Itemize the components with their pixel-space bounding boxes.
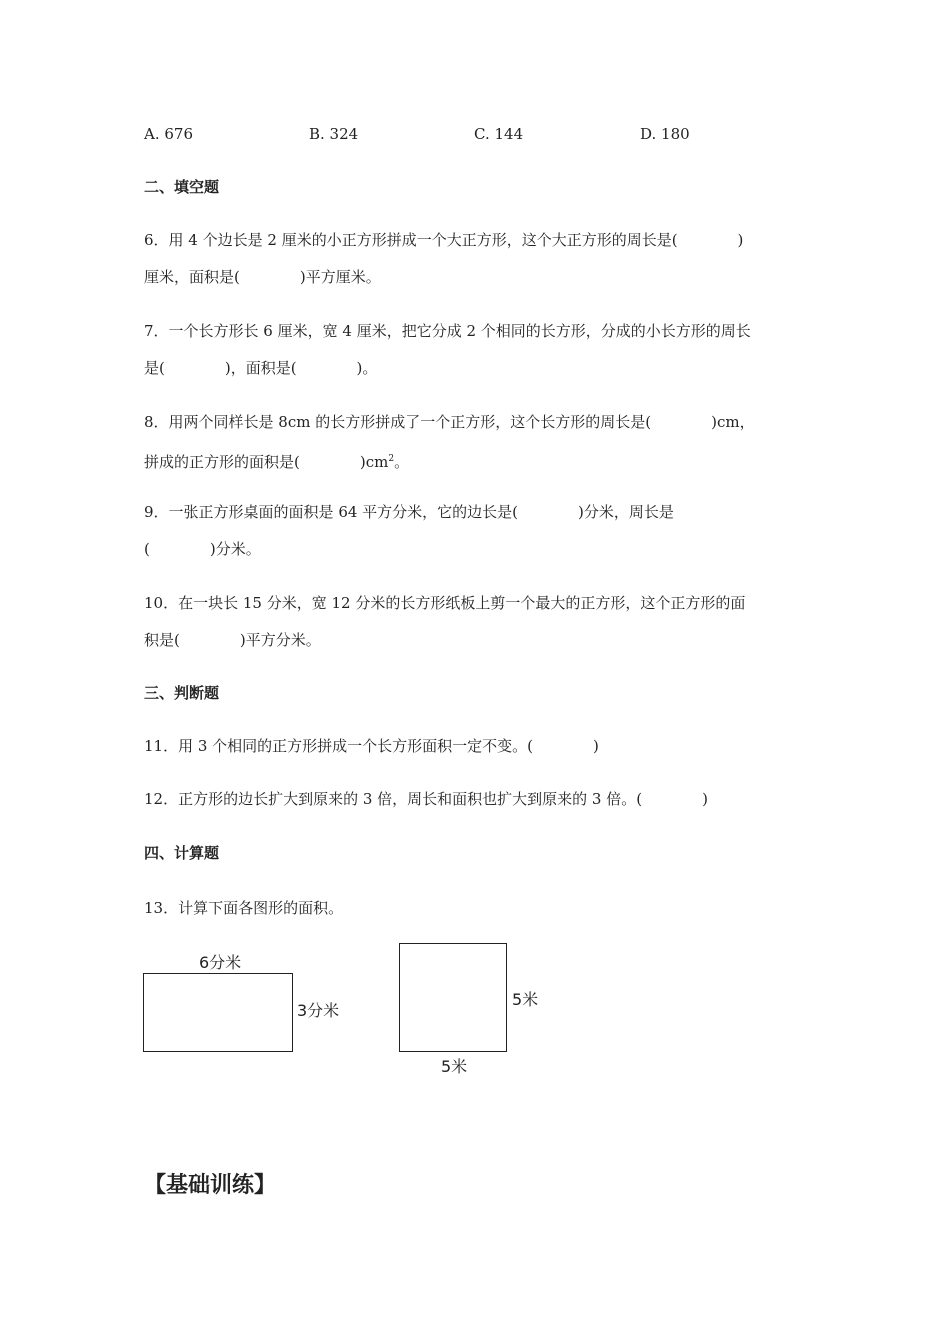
square-side-label: 5米	[512, 990, 539, 1009]
question-8-line-1: 8．用两个同样长是 8cm 的长方形拼成了一个正方形，这个长方形的周长是( )cm，	[144, 413, 755, 431]
rect-top-label: 6分米	[199, 953, 242, 972]
question-8-line-2	[144, 449, 409, 472]
question-11: 11．用 3 个相同的正方形拼成一个长方形面积一定不变。( )	[144, 737, 599, 755]
option-d: D. 180	[640, 125, 690, 143]
question-6-line-2: 厘米，面积是( )平方厘米。	[144, 268, 381, 286]
section-basic-training: 【基础训练】	[144, 1173, 277, 1198]
question-8-text: 拼成的正方形的面积是( )cm	[144, 453, 389, 471]
question-10-line-2: 积是( )平方分米。	[144, 631, 321, 649]
option-c: C. 144	[474, 125, 524, 143]
question-9-line-2: ( )分米。	[144, 540, 261, 558]
square-figure	[399, 943, 507, 1052]
question-7-line-2: 是( )，面积是( )。	[144, 359, 378, 377]
question-7-line-1: 7．一个长方形长 6 厘米，宽 4 厘米，把它分成 2 个相同的长方形，分成的小长方形的周长	[144, 322, 751, 340]
question-12: 12．正方形的边长扩大到原来的 3 倍，周长和面积也扩大到原来的 3 倍。( )	[144, 790, 708, 808]
question-8-end: 。	[394, 453, 410, 471]
question-10-line-1: 10．在一块长 15 分米，宽 12 分米的长方形纸板上剪一个最大的正方形，这个正方形的面	[144, 594, 746, 612]
rectangle-figure	[143, 973, 293, 1052]
question-13: 13．计算下面各图形的面积。	[144, 899, 344, 917]
option-b: B. 324	[309, 125, 359, 143]
section-calc: 四、计算题	[144, 844, 220, 862]
section-judge: 三、判断题	[144, 684, 220, 702]
question-6-line-1: 6．用 4 个边长是 2 厘米的小正方形拼成一个大正方形，这个大正方形的周长是( )	[144, 231, 744, 249]
question-9-line-1: 9．一张正方形桌面的面积是 64 平方分米，它的边长是( )分米，周长是	[144, 503, 674, 521]
rect-side-label: 3分米	[297, 1001, 340, 1020]
superscript-2: 2	[388, 454, 395, 464]
section-fill-blank: 二、填空题	[144, 178, 220, 196]
square-bottom-label: 5米	[441, 1057, 468, 1076]
option-a: A. 676	[144, 125, 193, 143]
